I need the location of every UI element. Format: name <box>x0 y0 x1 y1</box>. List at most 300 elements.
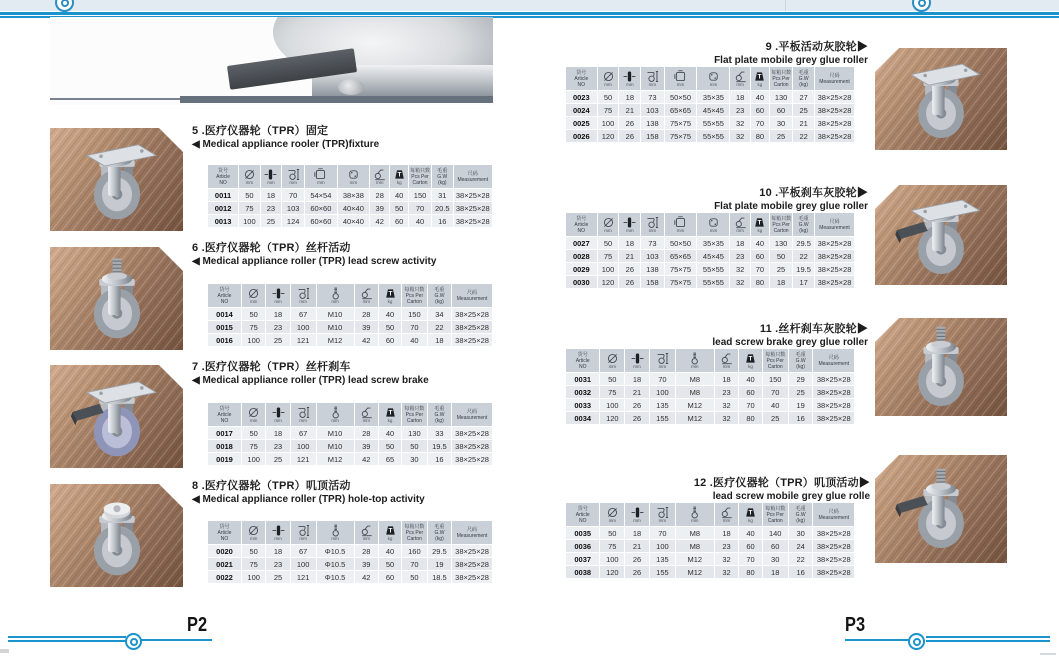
spec-cell: 38×25×28 <box>452 334 492 346</box>
spec-row <box>566 566 854 578</box>
caster-illustration <box>888 325 994 413</box>
spec-cell: 42 <box>355 453 378 465</box>
spec-cell: 23 <box>266 558 289 570</box>
measurement-header: 尺码 Measurement <box>452 521 492 544</box>
spec-cell: 55×55 <box>697 117 729 129</box>
spec-cell: 65×65 <box>665 104 697 116</box>
spec-cell: 121 <box>291 571 316 583</box>
wheel-width-icon: mm <box>619 67 640 90</box>
section-12-title <box>565 474 870 502</box>
article-no-cell: 0016 <box>208 334 241 346</box>
article-no-cell: 0027 <box>566 237 597 249</box>
section-title-en: Flat plate mobile grey glue roller <box>714 55 868 66</box>
spec-cell: 130 <box>770 237 792 249</box>
spec-cell: 100 <box>242 453 265 465</box>
article-column-header: 货号 Article NO <box>208 521 241 544</box>
spec-cell: 130 <box>402 427 427 439</box>
product-photo-section-9 <box>875 48 1007 150</box>
spec-cell: 40 <box>390 189 408 201</box>
spec-cell: 75 <box>242 558 265 570</box>
article-no-cell: 0035 <box>566 527 599 539</box>
spec-cell: 155 <box>650 566 675 578</box>
spec-cell: 70 <box>751 263 769 275</box>
pcs-per-carton-header: 每箱只数 Pcs Per Carton <box>770 213 792 236</box>
spec-cell: 32 <box>715 553 739 565</box>
spec-cell: 23 <box>266 440 289 452</box>
spec-row <box>566 553 854 565</box>
spec-cell: 32 <box>715 566 739 578</box>
swivel-radius-icon: mm <box>715 349 739 372</box>
spec-cell: 31 <box>432 189 453 201</box>
spec-row <box>208 308 492 320</box>
gross-weight-header: 毛重 G.W (kg) <box>789 503 813 526</box>
spec-cell: 25 <box>770 130 792 142</box>
page-top-band <box>0 0 1059 11</box>
wheel-width-icon: mm <box>619 213 640 236</box>
spec-cell: Φ10.5 <box>317 545 354 557</box>
spec-cell: 67 <box>291 427 316 439</box>
spec-cell: 38×25×28 <box>454 189 492 201</box>
spec-row <box>566 373 854 385</box>
section-title-en: ◀ Medical appliance rooler (TPR)fixture <box>192 139 380 150</box>
spec-row <box>566 386 854 398</box>
article-column-header: 货号 Article NO <box>566 503 599 526</box>
footer-line-left <box>140 639 212 641</box>
spec-cell: 16 <box>789 566 813 578</box>
spec-cell: 16 <box>432 215 453 227</box>
spec-row <box>566 276 854 288</box>
spec-cell: 25 <box>763 412 788 424</box>
spec-cell: 38×25×28 <box>815 117 854 129</box>
spec-cell: 75 <box>600 540 624 552</box>
spec-cell: 26 <box>619 130 640 142</box>
caster-illustration <box>888 193 994 281</box>
spec-cell: 18 <box>763 566 788 578</box>
spec-cell: 70 <box>751 117 769 129</box>
footer-emblem-icon <box>125 633 142 650</box>
spec-cell: 29 <box>789 373 813 385</box>
spec-header-row <box>566 349 854 372</box>
spec-cell: 23 <box>730 250 749 262</box>
article-no-cell: 0012 <box>208 202 238 214</box>
spec-cell: 70 <box>739 399 761 411</box>
spec-cell: 38×25×28 <box>815 237 854 249</box>
spec-cell: 135 <box>650 399 675 411</box>
article-no-cell: 0017 <box>208 427 241 439</box>
spec-cell: 50 <box>242 545 265 557</box>
article-no-cell: 0028 <box>566 250 597 262</box>
spec-cell: 60×60 <box>305 202 337 214</box>
spec-cell: 25 <box>266 453 289 465</box>
spec-cell: 60 <box>379 334 401 346</box>
spec-cell: 150 <box>402 308 427 320</box>
spec-cell: 32 <box>730 130 749 142</box>
article-no-cell: 0033 <box>566 399 599 411</box>
spec-cell: 40 <box>379 427 401 439</box>
spec-header-row <box>208 521 492 544</box>
hinge-bolt-detail <box>338 79 364 95</box>
article-column-header: 货号 Article NO <box>208 165 238 188</box>
caster-detail-photo <box>50 17 493 105</box>
product-photo-section-5 <box>50 128 183 231</box>
spec-cell: 27 <box>793 91 814 103</box>
product-photo-section-6 <box>50 247 183 350</box>
spec-table-section-12 <box>565 502 855 579</box>
spec-cell: 120 <box>598 276 619 288</box>
plate-size-icon: mm <box>665 213 697 236</box>
spec-cell: 75 <box>242 321 265 333</box>
pcs-per-carton-header: 每箱只数 Pcs Per Carton <box>402 284 427 307</box>
spec-cell: 18 <box>266 545 289 557</box>
spec-cell: 38×25×28 <box>815 104 854 116</box>
section-title-en: ◀ Medical appliance roller (TPR) lead screw activity <box>192 256 437 267</box>
spec-cell: 80 <box>739 566 761 578</box>
gross-weight-header: 毛重 G.W (kg) <box>793 213 814 236</box>
article-column-header: 货号 Article NO <box>208 403 241 426</box>
spec-cell: 38×25×28 <box>452 571 492 583</box>
swivel-radius-icon: mm <box>370 165 389 188</box>
spec-cell: 50 <box>379 440 401 452</box>
spec-table-section-10 <box>565 212 855 289</box>
spec-cell: 38×25×28 <box>815 250 854 262</box>
spec-cell: 32 <box>730 263 749 275</box>
article-no-cell: 0024 <box>566 104 597 116</box>
spec-cell: 26 <box>619 117 640 129</box>
spec-cell: 100 <box>598 263 619 275</box>
section-title-zh: 5 .医疗仪器轮（TPR）固定 <box>192 125 329 137</box>
spec-header-row <box>566 213 854 236</box>
spec-cell: 55×55 <box>697 263 729 275</box>
load-capacity-icon: T kg <box>390 165 408 188</box>
svg-text:T: T <box>757 73 762 81</box>
spec-cell: 130 <box>770 91 792 103</box>
spec-cell: 30 <box>763 553 788 565</box>
spec-cell: 38×25×28 <box>815 130 854 142</box>
spec-cell: 54×54 <box>305 189 337 201</box>
spec-cell: 38×25×28 <box>815 91 854 103</box>
load-capacity-icon: T kg <box>739 349 761 372</box>
spec-cell: 100 <box>650 386 675 398</box>
spec-cell: 21 <box>625 540 649 552</box>
page-number-left: P2 <box>187 614 208 636</box>
spec-cell: M12 <box>317 334 354 346</box>
spec-cell: 16 <box>789 412 813 424</box>
spec-cell: 70 <box>282 189 304 201</box>
spec-cell: 75×75 <box>665 263 697 275</box>
article-no-cell: 0026 <box>566 130 597 142</box>
spec-cell: M8 <box>676 540 714 552</box>
spec-cell: 100 <box>291 440 316 452</box>
spec-cell: M10 <box>317 321 354 333</box>
spec-cell: 40 <box>379 545 401 557</box>
spec-cell: 38×25×28 <box>452 427 492 439</box>
section-9-title <box>565 38 868 66</box>
svg-text:T: T <box>397 171 402 179</box>
spec-row <box>566 250 854 262</box>
section-title-zh: 9 .平板活动灰胶轮▶ <box>765 41 868 53</box>
spec-cell: M12 <box>676 566 714 578</box>
footer-double-line-right <box>926 636 1050 642</box>
spec-cell: 140 <box>763 527 788 539</box>
spec-cell: 50 <box>600 527 624 539</box>
spec-cell: 39 <box>370 202 389 214</box>
diameter-icon: mm <box>242 521 265 544</box>
spec-cell: 60 <box>739 386 761 398</box>
load-capacity-icon: T kg <box>751 213 769 236</box>
spec-cell: 16 <box>428 453 451 465</box>
article-no-cell: 0014 <box>208 308 241 320</box>
spec-cell: 67 <box>291 545 316 557</box>
spec-cell: 29.5 <box>793 237 814 249</box>
spec-cell: 23 <box>261 202 282 214</box>
spec-row <box>566 527 854 539</box>
spec-cell: 75 <box>242 440 265 452</box>
scan-artifact <box>0 649 9 653</box>
spec-cell: 32 <box>730 117 749 129</box>
spec-header-row <box>566 503 854 526</box>
spec-cell: 70 <box>650 527 675 539</box>
spec-cell: 25 <box>770 263 792 275</box>
plate-size-icon: mm <box>665 67 697 90</box>
thread-size-icon: mm <box>676 503 714 526</box>
spec-cell: 75×75 <box>665 117 697 129</box>
spec-table-section-11 <box>565 348 855 425</box>
load-capacity-icon: T kg <box>739 503 761 526</box>
article-no-cell: 0037 <box>566 553 599 565</box>
spec-row <box>566 540 854 552</box>
spec-cell: 38×25×28 <box>813 540 854 552</box>
spec-cell: 60 <box>770 104 792 116</box>
plate-size-icon: mm <box>305 165 337 188</box>
spec-cell: 28 <box>355 427 378 439</box>
spec-cell: 25 <box>793 104 814 116</box>
spec-cell: 158 <box>641 276 663 288</box>
spec-cell: 103 <box>282 202 304 214</box>
caster-illustration <box>888 467 994 555</box>
section-title-zh: 8 .医疗仪器轮（TPR）叽顶活动 <box>192 480 351 492</box>
spec-cell: 38×25×28 <box>813 553 854 565</box>
spec-cell: 70 <box>650 373 675 385</box>
article-no-cell: 0015 <box>208 321 241 333</box>
spec-cell: 38×25×28 <box>454 202 492 214</box>
spec-cell: 155 <box>650 412 675 424</box>
spec-table-section-6 <box>207 283 493 347</box>
article-no-cell: 0030 <box>566 276 597 288</box>
spec-cell: 42 <box>370 215 389 227</box>
mount-height-icon: mm <box>291 521 316 544</box>
spec-cell: 26 <box>619 276 640 288</box>
spec-row <box>208 427 492 439</box>
spec-header-row <box>208 284 492 307</box>
spec-cell: 35×35 <box>697 237 729 249</box>
spec-cell: 120 <box>600 566 624 578</box>
swivel-radius-icon: mm <box>730 67 749 90</box>
spec-cell: 103 <box>641 104 663 116</box>
spec-cell: 60 <box>763 540 788 552</box>
spec-cell: 30 <box>789 527 813 539</box>
mount-height-icon: mm <box>291 403 316 426</box>
spec-cell: 50 <box>242 308 265 320</box>
spec-cell: 75×75 <box>665 130 697 142</box>
spec-cell: 158 <box>641 130 663 142</box>
spec-cell: 38×25×28 <box>813 373 854 385</box>
spec-cell: 100 <box>242 334 265 346</box>
spec-cell: 35×35 <box>697 91 729 103</box>
article-no-cell: 0013 <box>208 215 238 227</box>
section-title-en: Flat plate mobile grey glue roller <box>714 201 868 212</box>
spec-cell: M10 <box>317 440 354 452</box>
spec-table-section-9 <box>565 66 855 143</box>
measurement-header: 尺码 Measurement <box>813 349 854 372</box>
spec-row <box>208 215 492 227</box>
spec-cell: 80 <box>739 412 761 424</box>
measurement-header: 尺码 Measurement <box>452 284 492 307</box>
spec-cell: 38×25×28 <box>813 386 854 398</box>
section-5-title <box>192 122 379 150</box>
spec-cell: 26 <box>625 399 649 411</box>
spec-cell: 18 <box>619 91 640 103</box>
footer-line-right <box>845 639 917 641</box>
spec-cell: 65 <box>379 453 401 465</box>
spec-cell: 39 <box>355 558 378 570</box>
pcs-per-carton-header: 每箱只数 Pcs Per Carton <box>770 67 792 90</box>
spec-cell: 50 <box>379 558 401 570</box>
spec-cell: 60 <box>751 250 769 262</box>
photo-baseline-thin <box>50 98 180 100</box>
svg-text:T: T <box>388 409 392 417</box>
spec-table-section-8 <box>207 520 493 584</box>
spec-cell: 40 <box>739 373 761 385</box>
spec-cell: 160 <box>402 545 427 557</box>
thread-size-icon: mm <box>676 349 714 372</box>
spec-cell: 40×40 <box>338 202 370 214</box>
spec-cell: 70 <box>402 558 427 570</box>
spec-cell: 22 <box>789 553 813 565</box>
spec-cell: 70 <box>739 553 761 565</box>
spec-cell: 50 <box>402 440 427 452</box>
caster-illustration <box>63 374 169 463</box>
spec-cell: 42 <box>355 334 378 346</box>
spec-row <box>208 453 492 465</box>
spec-cell: 40×40 <box>338 215 370 227</box>
gross-weight-header: 毛重 G.W (kg) <box>793 67 814 90</box>
article-no-cell: 0032 <box>566 386 599 398</box>
spec-cell: 100 <box>291 558 316 570</box>
spec-cell: 100 <box>239 215 260 227</box>
spec-cell: 18 <box>625 527 649 539</box>
measurement-header: 尺码 Measurement <box>452 403 492 426</box>
swivel-radius-icon: mm <box>355 403 378 426</box>
spec-cell: 38×25×28 <box>813 566 854 578</box>
footer-emblem-icon <box>908 633 925 650</box>
spec-cell: 40 <box>402 334 427 346</box>
gross-weight-header: 毛重 G.W (kg) <box>432 165 453 188</box>
spec-cell: 100 <box>650 540 675 552</box>
spec-cell: M8 <box>676 527 714 539</box>
spec-cell: 23 <box>715 386 739 398</box>
thread-size-icon: mm <box>317 521 354 544</box>
thread-size-icon: mm <box>317 403 354 426</box>
spec-cell: 50×50 <box>665 237 697 249</box>
svg-text:T: T <box>757 219 762 227</box>
spec-cell: 50 <box>770 250 792 262</box>
spec-cell: 70 <box>763 386 788 398</box>
spec-cell: 32 <box>715 412 739 424</box>
spec-cell: 80 <box>751 130 769 142</box>
pcs-per-carton-header: 每箱只数 Pcs Per Carton <box>763 349 788 372</box>
diameter-icon: mm <box>598 67 619 90</box>
page-divider <box>785 0 786 11</box>
spec-cell: 55×55 <box>697 276 729 288</box>
spec-cell: 39 <box>355 440 378 452</box>
spec-cell: 33 <box>428 427 451 439</box>
spec-cell: 38×25×28 <box>813 399 854 411</box>
product-photo-section-11 <box>875 318 1007 416</box>
caster-illustration <box>63 137 169 226</box>
gross-weight-header: 毛重 G.W (kg) <box>428 284 451 307</box>
spec-cell: 60 <box>390 215 408 227</box>
spec-cell: 60 <box>739 540 761 552</box>
pcs-per-carton-header: 每箱只数 Pcs Per Carton <box>409 165 431 188</box>
spec-cell: Φ10.5 <box>317 571 354 583</box>
spec-cell: 32 <box>715 399 739 411</box>
spec-cell: 80 <box>751 276 769 288</box>
spec-cell: 70 <box>409 202 431 214</box>
spec-cell: 38×25×28 <box>454 215 492 227</box>
article-no-cell: 0036 <box>566 540 599 552</box>
article-no-cell: 0034 <box>566 412 599 424</box>
spec-cell: 42 <box>355 571 378 583</box>
spec-cell: 25 <box>266 334 289 346</box>
gross-weight-header: 毛重 G.W (kg) <box>428 403 451 426</box>
spec-cell: 28 <box>355 308 378 320</box>
section-title-en: lead screw brake grey glue roller <box>712 337 868 348</box>
spec-cell: 38×25×28 <box>452 440 492 452</box>
spec-cell: 138 <box>641 263 663 275</box>
spec-cell: 26 <box>619 263 640 275</box>
spec-cell: 23 <box>715 540 739 552</box>
photo-baseline-thick <box>180 96 493 103</box>
spec-header-row <box>208 403 492 426</box>
spec-row <box>208 558 492 570</box>
spec-cell: 21 <box>625 386 649 398</box>
article-no-cell: 0031 <box>566 373 599 385</box>
spec-cell: 19 <box>789 399 813 411</box>
spec-row <box>208 202 492 214</box>
spec-cell: 26 <box>625 412 649 424</box>
spec-cell: 60 <box>751 104 769 116</box>
pcs-per-carton-header: 每箱只数 Pcs Per Carton <box>763 503 788 526</box>
spec-cell: 121 <box>291 453 316 465</box>
article-no-cell: 0019 <box>208 453 241 465</box>
spec-cell: 18 <box>625 373 649 385</box>
spec-row <box>566 130 854 142</box>
spec-cell: 50 <box>402 571 427 583</box>
section-8-title <box>192 477 425 505</box>
spec-cell: 75 <box>239 202 260 214</box>
spec-cell: 50 <box>379 321 401 333</box>
spec-cell: 25 <box>266 571 289 583</box>
section-title-en: lead screw mobile grey glue rolle <box>712 491 870 502</box>
spec-cell: 38×25×28 <box>452 321 492 333</box>
spec-cell: 50 <box>390 202 408 214</box>
spec-cell: M12 <box>676 553 714 565</box>
load-capacity-icon: T kg <box>379 284 401 307</box>
product-photo-section-10 <box>875 185 1007 285</box>
spec-cell: 30 <box>770 117 792 129</box>
spec-header-row <box>208 165 492 188</box>
spec-cell: 38×25×28 <box>452 545 492 557</box>
